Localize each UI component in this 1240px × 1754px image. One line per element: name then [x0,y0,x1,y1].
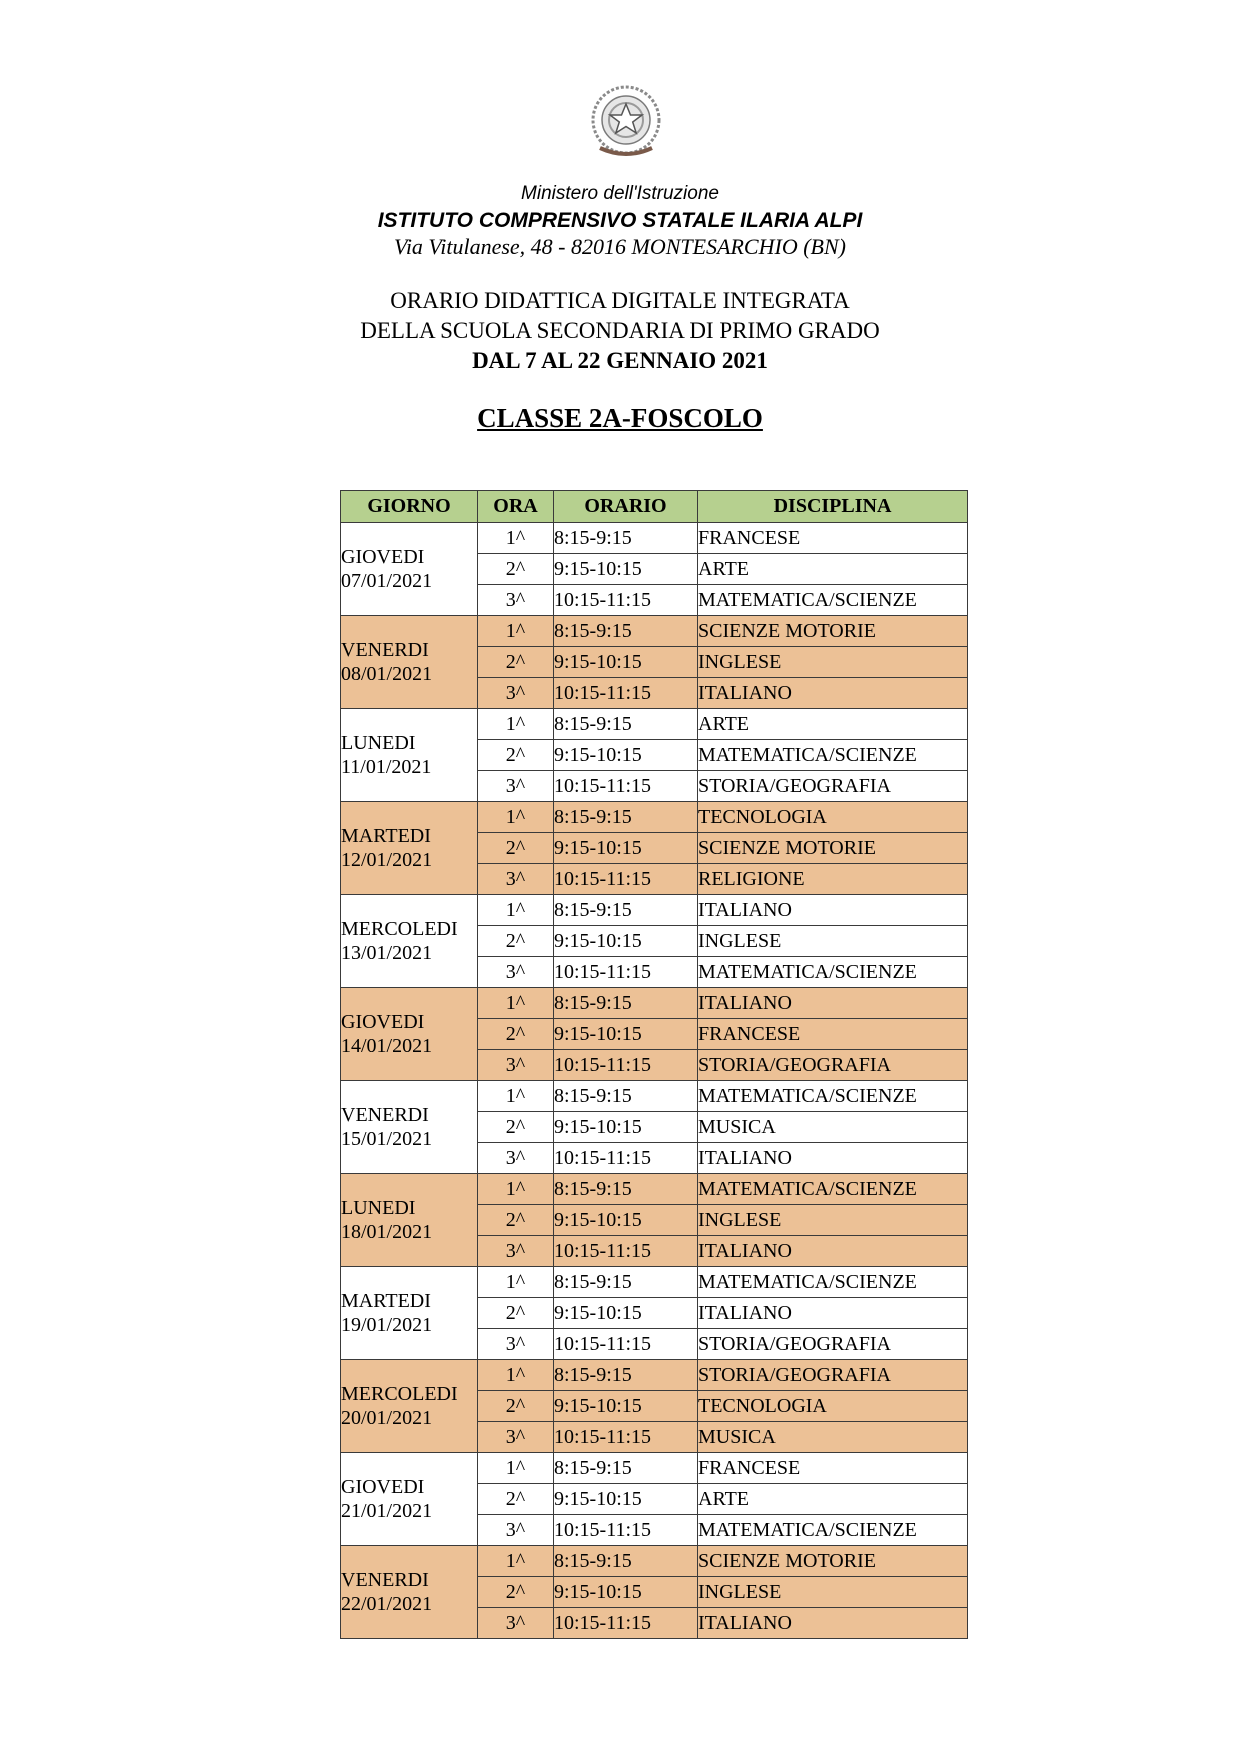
disciplina-cell: FRANCESE [698,1453,968,1484]
ora-cell: 1^ [478,1360,554,1391]
day-name: MERCOLEDI [341,1383,458,1405]
disciplina-cell: FRANCESE [698,523,968,554]
day-cell [341,1360,478,1453]
ora-cell: 3^ [478,678,554,709]
day-cell [341,988,478,1081]
orario-cell: 9:15-10:15 [554,740,698,771]
disciplina-cell: ITALIANO [698,678,968,709]
disciplina-cell: INGLESE [698,647,968,678]
disciplina-cell: FRANCESE [698,1019,968,1050]
orario-cell: 8:15-9:15 [554,1267,698,1298]
orario-cell: 10:15-11:15 [554,1143,698,1174]
ora-cell: 2^ [478,1205,554,1236]
ora-cell: 2^ [478,1577,554,1608]
table-row [341,1546,968,1577]
orario-cell: 10:15-11:15 [554,1329,698,1360]
disciplina-cell: ITALIANO [698,895,968,926]
day-date: 11/01/2021 [341,756,432,778]
orario-cell: 9:15-10:15 [554,1205,698,1236]
orario-cell: 10:15-11:15 [554,585,698,616]
orario-cell: 8:15-9:15 [554,988,698,1019]
table-row [341,1174,968,1205]
disciplina-cell: ARTE [698,554,968,585]
disciplina-cell: STORIA/GEOGRAFIA [698,1329,968,1360]
ora-cell: 2^ [478,1112,554,1143]
disciplina-cell: MATEMATICA/SCIENZE [698,1174,968,1205]
disciplina-cell: SCIENZE MOTORIE [698,616,968,647]
disciplina-cell: ITALIANO [698,1143,968,1174]
orario-cell: 9:15-10:15 [554,1019,698,1050]
table-row [341,523,968,554]
disciplina-cell: MUSICA [698,1112,968,1143]
ministry-name: Ministero dell'Istruzione [521,183,719,204]
day-date: 15/01/2021 [341,1128,433,1150]
ora-cell: 1^ [478,523,554,554]
ora-cell: 1^ [478,802,554,833]
disciplina-cell: MATEMATICA/SCIENZE [698,585,968,616]
ora-cell: 1^ [478,709,554,740]
orario-cell: 9:15-10:15 [554,554,698,585]
table-row [341,988,968,1019]
day-date: 07/01/2021 [341,570,433,592]
orario-cell: 10:15-11:15 [554,1515,698,1546]
column-header-giorno: GIORNO [341,491,478,523]
disciplina-cell: ITALIANO [698,988,968,1019]
ora-cell: 1^ [478,1453,554,1484]
orario-cell: 10:15-11:15 [554,678,698,709]
orario-cell: 9:15-10:15 [554,1577,698,1608]
orario-cell: 8:15-9:15 [554,616,698,647]
orario-cell: 8:15-9:15 [554,1546,698,1577]
ora-cell: 2^ [478,1298,554,1329]
disciplina-cell: INGLESE [698,1205,968,1236]
day-date: 12/01/2021 [341,849,433,871]
disciplina-cell: RELIGIONE [698,864,968,895]
ora-cell: 3^ [478,957,554,988]
schedule-body [341,523,968,1639]
institute-name: ISTITUTO COMPRENSIVO STATALE ILARIA ALPI [377,209,863,232]
disciplina-cell: MATEMATICA/SCIENZE [698,957,968,988]
ora-cell: 3^ [478,771,554,802]
ora-cell: 1^ [478,988,554,1019]
orario-cell: 9:15-10:15 [554,833,698,864]
day-date: 18/01/2021 [341,1221,433,1243]
disciplina-cell: MATEMATICA/SCIENZE [698,1515,968,1546]
day-date: 21/01/2021 [341,1500,433,1522]
ora-cell: 2^ [478,926,554,957]
orario-cell: 10:15-11:15 [554,1050,698,1081]
table-row [341,1360,968,1391]
ora-cell: 1^ [478,1546,554,1577]
day-cell [341,1546,478,1639]
schedule-table [340,490,968,1639]
table-row [341,1267,968,1298]
table-row [341,802,968,833]
document-title-line1: ORARIO DIDATTICA DIGITALE INTEGRATA [390,288,850,313]
table-row [341,616,968,647]
orario-cell: 10:15-11:15 [554,1236,698,1267]
table-row [341,895,968,926]
ora-cell: 3^ [478,1608,554,1639]
document-title-dates: DAL 7 AL 22 GENNAIO 2021 [472,348,768,373]
orario-cell: 8:15-9:15 [554,1081,698,1112]
ora-cell: 2^ [478,740,554,771]
disciplina-cell: MATEMATICA/SCIENZE [698,1267,968,1298]
day-name: GIOVEDI [341,546,425,568]
day-name: VENERDI [341,1104,429,1126]
day-name: VENERDI [341,639,429,661]
day-name: VENERDI [341,1569,429,1591]
disciplina-cell: ARTE [698,1484,968,1515]
disciplina-cell: ITALIANO [698,1298,968,1329]
table-row [341,1453,968,1484]
disciplina-cell: INGLESE [698,1577,968,1608]
ora-cell: 2^ [478,1019,554,1050]
orario-cell: 10:15-11:15 [554,1608,698,1639]
orario-cell: 8:15-9:15 [554,895,698,926]
orario-cell: 9:15-10:15 [554,647,698,678]
orario-cell: 8:15-9:15 [554,1174,698,1205]
disciplina-cell: ARTE [698,709,968,740]
disciplina-cell: MATEMATICA/SCIENZE [698,1081,968,1112]
day-date: 13/01/2021 [341,942,433,964]
ora-cell: 1^ [478,1267,554,1298]
orario-cell: 9:15-10:15 [554,926,698,957]
day-cell [341,802,478,895]
disciplina-cell: TECNOLOGIA [698,802,968,833]
ora-cell: 1^ [478,1081,554,1112]
ora-cell: 2^ [478,647,554,678]
institute-address: Via Vitulanese, 48 - 82016 MONTESARCHIO (BN) [394,234,846,259]
ora-cell: 2^ [478,833,554,864]
ora-cell: 1^ [478,1174,554,1205]
disciplina-cell: TECNOLOGIA [698,1391,968,1422]
day-cell [341,895,478,988]
day-name: MARTEDI [341,1290,431,1312]
day-cell [341,1081,478,1174]
ora-cell: 1^ [478,895,554,926]
day-cell [341,1267,478,1360]
day-cell [341,1174,478,1267]
orario-cell: 8:15-9:15 [554,523,698,554]
ora-cell: 3^ [478,1236,554,1267]
ora-cell: 3^ [478,1329,554,1360]
day-name: LUNEDI [341,1197,416,1219]
orario-cell: 8:15-9:15 [554,1453,698,1484]
orario-cell: 9:15-10:15 [554,1112,698,1143]
disciplina-cell: STORIA/GEOGRAFIA [698,771,968,802]
republic-emblem-icon [586,82,666,162]
disciplina-cell: SCIENZE MOTORIE [698,1546,968,1577]
disciplina-cell: SCIENZE MOTORIE [698,833,968,864]
ora-cell: 2^ [478,554,554,585]
day-cell [341,616,478,709]
ora-cell: 3^ [478,864,554,895]
orario-cell: 8:15-9:15 [554,1360,698,1391]
disciplina-cell: INGLESE [698,926,968,957]
column-header-ora: ORA [478,491,554,523]
disciplina-cell: ITALIANO [698,1236,968,1267]
orario-cell: 10:15-11:15 [554,957,698,988]
day-cell [341,1453,478,1546]
table-row [341,1081,968,1112]
day-date: 22/01/2021 [341,1593,433,1615]
day-date: 08/01/2021 [341,663,433,685]
day-name: LUNEDI [341,732,416,754]
day-date: 14/01/2021 [341,1035,433,1057]
day-date: 20/01/2021 [341,1407,433,1429]
disciplina-cell: MATEMATICA/SCIENZE [698,740,968,771]
orario-cell: 9:15-10:15 [554,1484,698,1515]
ora-cell: 1^ [478,616,554,647]
day-name: GIOVEDI [341,1011,425,1033]
ora-cell: 2^ [478,1484,554,1515]
disciplina-cell: STORIA/GEOGRAFIA [698,1050,968,1081]
orario-cell: 8:15-9:15 [554,709,698,740]
column-header-orario: ORARIO [554,491,698,523]
disciplina-cell: MUSICA [698,1422,968,1453]
document-title-line2: DELLA SCUOLA SECONDARIA DI PRIMO GRADO [360,318,880,343]
day-name: MERCOLEDI [341,918,458,940]
class-title: CLASSE 2A-FOSCOLO [477,403,763,433]
ora-cell: 3^ [478,1515,554,1546]
day-cell [341,523,478,616]
table-row [341,709,968,740]
day-name: MARTEDI [341,825,431,847]
disciplina-cell: STORIA/GEOGRAFIA [698,1360,968,1391]
day-date: 19/01/2021 [341,1314,433,1336]
orario-cell: 10:15-11:15 [554,771,698,802]
ora-cell: 3^ [478,1050,554,1081]
orario-cell: 8:15-9:15 [554,802,698,833]
column-header-disciplina: DISCIPLINA [698,491,968,523]
disciplina-cell: ITALIANO [698,1608,968,1639]
day-name: GIOVEDI [341,1476,425,1498]
ora-cell: 3^ [478,585,554,616]
ora-cell: 2^ [478,1391,554,1422]
orario-cell: 10:15-11:15 [554,864,698,895]
orario-cell: 9:15-10:15 [554,1298,698,1329]
orario-cell: 10:15-11:15 [554,1422,698,1453]
ora-cell: 3^ [478,1143,554,1174]
ora-cell: 3^ [478,1422,554,1453]
day-cell [341,709,478,802]
orario-cell: 9:15-10:15 [554,1391,698,1422]
table-header-row [341,491,968,523]
